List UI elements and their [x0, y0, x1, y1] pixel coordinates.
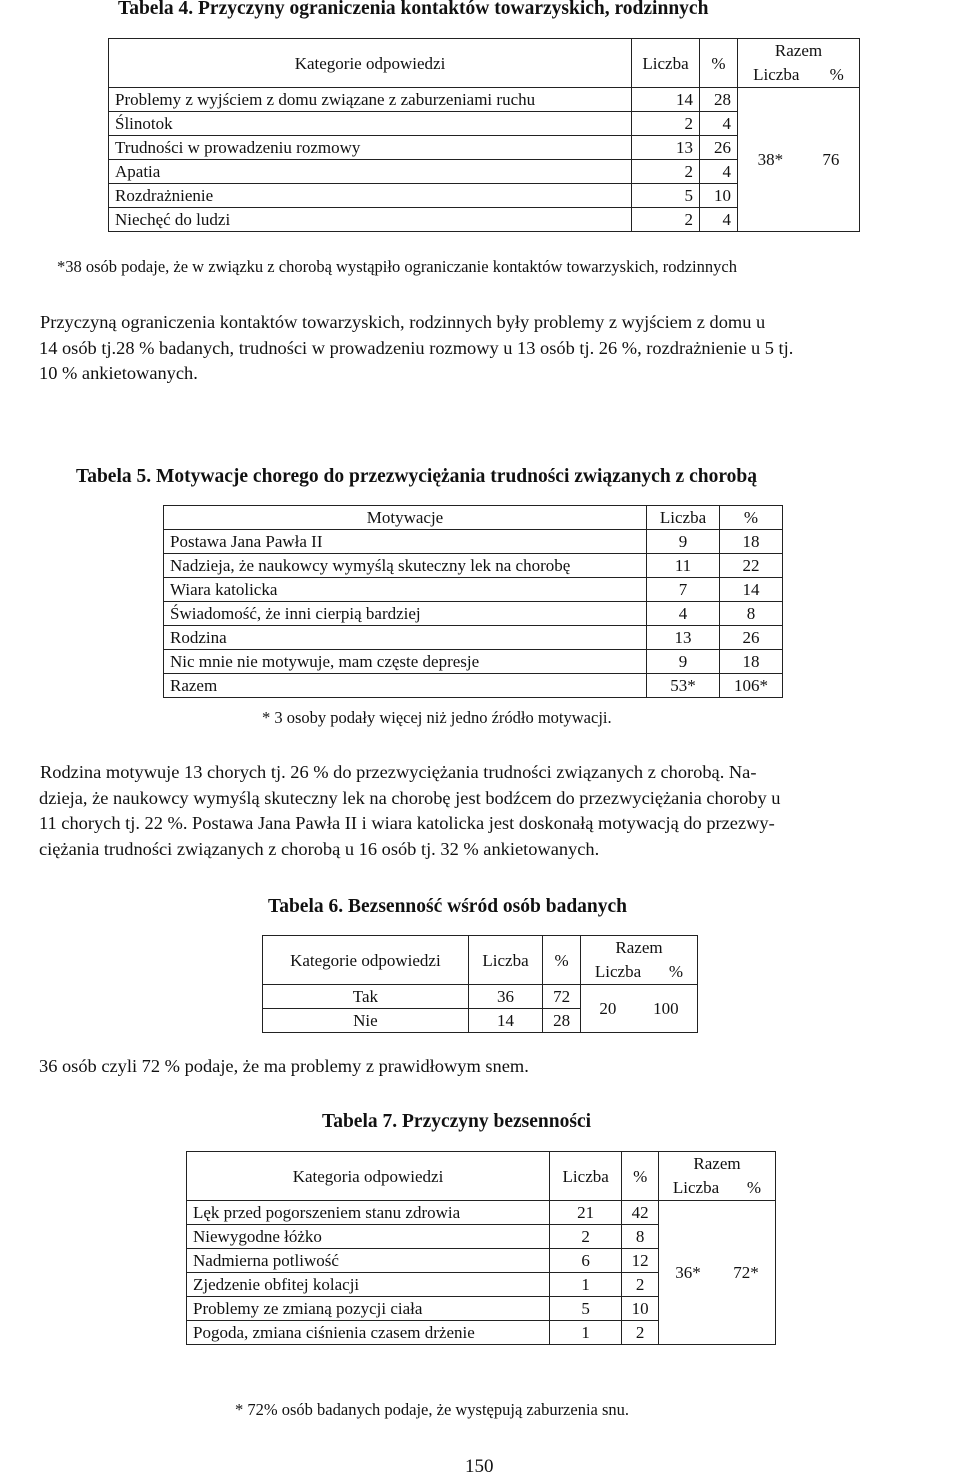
paragraph-1-line: Przyczyną ograniczenia kontaktów towarzyskich, rodzinnych były problemy z wyjściem z domu u [40, 312, 766, 332]
t7-row-pct: 2 [622, 1273, 659, 1297]
t7-row-pct: 10 [622, 1297, 659, 1321]
t6-header-count: Liczba [468, 936, 543, 985]
t4-row-count: 2 [632, 160, 700, 184]
t4-total-cell [738, 88, 860, 232]
t4-header-category: Kategorie odpowiedzi [109, 39, 632, 88]
t4-row-label: Ślinotok [109, 112, 632, 136]
paragraph-1-line: 10 % ankietowanych. [39, 363, 198, 383]
t5-row-label: Nadzieja, że naukowcy wymyślą skuteczny lek na chorobę [164, 554, 647, 578]
t4-header-total-pct: % [829, 65, 844, 84]
t4-row-pct: 4 [700, 208, 738, 232]
t4-row-count: 2 [632, 208, 700, 232]
t4-header-count: Liczba [632, 39, 700, 88]
t7-row-pct: 2 [622, 1321, 659, 1345]
table5 [163, 505, 783, 698]
t7-row-count: 1 [550, 1273, 622, 1297]
t7-row-label: Lęk przed pogorszeniem stanu zdrowia [187, 1201, 550, 1225]
t5-row-count: 4 [647, 602, 720, 626]
t5-total-pct: 106* [720, 674, 783, 698]
t5-row-pct: 26 [720, 626, 783, 650]
t7-row-pct: 42 [622, 1201, 659, 1225]
t5-row-count: 9 [647, 530, 720, 554]
t4-row-count: 5 [632, 184, 700, 208]
t7-row-count: 2 [550, 1225, 622, 1249]
t6-total-cell [581, 985, 698, 1033]
t7-row-count: 5 [550, 1297, 622, 1321]
t5-row-count: 7 [647, 578, 720, 602]
t7-header-total-pct: % [746, 1178, 762, 1197]
t5-row-label: Nic mnie nie motywuje, mam częste depresje [164, 650, 647, 674]
t7-header-count: Liczba [550, 1152, 622, 1201]
paragraph-2-line: ciężania trudności związanych z chorobą u 16 osób tj. 32 % ankietowanych. [39, 838, 600, 859]
t7-row-count: 6 [550, 1249, 622, 1273]
t5-header-pct: % [720, 506, 783, 530]
t6-row-label: Nie [263, 1009, 469, 1033]
t7-row-count: 21 [550, 1201, 622, 1225]
table7-footnote: * 72% osób badanych podaje, że występują zaburzenia snu. [235, 1400, 630, 1419]
t5-row-label: Postawa Jana Pawła II [164, 530, 647, 554]
paragraph-1 [39, 310, 793, 387]
t5-total-count: 53* [647, 674, 720, 698]
table6-summary: 36 osób czyli 72 % podaje, że ma problemy z prawidłowym snem. [39, 1056, 529, 1076]
page-number: 150 [465, 1456, 494, 1477]
t6-total-count: 20 [599, 999, 617, 1018]
t5-row-pct: 14 [720, 578, 783, 602]
t5-row-pct: 18 [720, 530, 783, 554]
paragraph-1-line: 14 osób tj.28 % badanych, trudności w prowadzeniu rozmowy u 13 osób tj. 26 %, rozdrażnienie u 5 tj. [39, 337, 794, 358]
t4-row-label: Niechęć do ludzi [109, 208, 632, 232]
t6-row-pct: 28 [543, 1009, 581, 1033]
t7-row-label: Zjedzenie obfitej kolacji [187, 1273, 550, 1297]
table5-footnote: * 3 osoby podały więcej niż jedno źródło motywacji. [262, 708, 612, 727]
t6-row-pct: 72 [543, 985, 581, 1009]
t5-row-count: 9 [647, 650, 720, 674]
t7-header-category: Kategoria odpowiedzi [187, 1152, 550, 1201]
paragraph-2 [39, 760, 780, 862]
table6 [262, 935, 698, 1033]
t7-total-cell [659, 1201, 776, 1345]
t5-header-motive: Motywacje [164, 506, 647, 530]
t6-row-label: Tak [263, 985, 469, 1009]
t6-header-total-count: Liczba [594, 962, 642, 981]
t4-total-pct: 76 [822, 150, 840, 169]
t5-total-label: Razem [164, 674, 647, 698]
table4-footnote: *38 osób podaje, że w związku z chorobą wystąpiło ograniczanie kontaktów towarzyskich, rodzinnych [57, 257, 737, 276]
table5-title: Tabela 5. Motywacje chorego do przezwyciężania trudności związanych z chorobą [76, 466, 757, 487]
t7-total-pct: 72* [733, 1263, 759, 1282]
t5-row-pct: 22 [720, 554, 783, 578]
t6-row-count: 14 [468, 1009, 543, 1033]
t7-row-label: Pogoda, zmiana ciśnienia czasem drżenie [187, 1321, 550, 1345]
t6-total-pct: 100 [653, 999, 679, 1018]
paragraph-2-line: dzieja, że naukowcy wymyślą skuteczny lek na chorobę jest bodźcem do przezwyciężania choroby u [39, 787, 781, 808]
t5-row-count: 11 [647, 554, 720, 578]
t4-row-pct: 10 [700, 184, 738, 208]
table4-title: Tabela 4. Przyczyny ograniczenia kontaktów towarzyskich, rodzinnych [118, 0, 709, 19]
t5-row-pct: 8 [720, 602, 783, 626]
table7 [186, 1151, 776, 1345]
t6-header-total-pct: % [668, 962, 684, 981]
t4-header-total [738, 39, 860, 88]
t4-row-pct: 4 [700, 160, 738, 184]
t4-row-label: Rozdrażnienie [109, 184, 632, 208]
t7-total-count: 36* [675, 1263, 701, 1282]
t5-row-label: Rodzina [164, 626, 647, 650]
t6-header-category: Kategorie odpowiedzi [263, 936, 469, 985]
t5-row-label: Wiara katolicka [164, 578, 647, 602]
t7-header-total [659, 1152, 776, 1201]
t6-header-pct: % [543, 936, 581, 985]
t4-row-pct: 28 [700, 88, 738, 112]
t7-header-total-label: Razem [693, 1154, 741, 1173]
t6-row-count: 36 [468, 985, 543, 1009]
t6-header-total-label: Razem [615, 938, 663, 957]
t7-row-pct: 8 [622, 1225, 659, 1249]
t4-row-count: 13 [632, 136, 700, 160]
t4-row-pct: 26 [700, 136, 738, 160]
t4-row-pct: 4 [700, 112, 738, 136]
t4-header-total-count: Liczba [753, 65, 800, 84]
t7-header-pct: % [622, 1152, 659, 1201]
t7-row-label: Nadmierna potliwość [187, 1249, 550, 1273]
t4-header-total-label: Razem [774, 41, 823, 60]
t5-row-pct: 18 [720, 650, 783, 674]
t4-header-pct: % [700, 39, 738, 88]
t7-header-total-count: Liczba [672, 1178, 720, 1197]
t4-row-label: Apatia [109, 160, 632, 184]
t4-row-label: Problemy z wyjściem z domu związane z zaburzeniami ruchu [109, 88, 632, 112]
table7-title: Tabela 7. Przyczyny bezsenności [322, 1111, 592, 1132]
table4 [108, 38, 860, 232]
t5-row-count: 13 [647, 626, 720, 650]
t7-row-count: 1 [550, 1321, 622, 1345]
table6-title: Tabela 6. Bezsenność wśród osób badanych [268, 896, 628, 917]
t4-row-count: 2 [632, 112, 700, 136]
t4-row-label: Trudności w prowadzeniu rozmowy [109, 136, 632, 160]
t5-row-label: Świadomość, że inni cierpią bardziej [164, 602, 647, 626]
paragraph-2-line: 11 chorych tj. 22 %. Postawa Jana Pawła II i wiara katolicka jest doskonałą motywacją do przezwy- [39, 813, 775, 833]
t7-row-label: Niewygodne łóżko [187, 1225, 550, 1249]
t4-row-count: 14 [632, 88, 700, 112]
t7-row-label: Problemy ze zmianą pozycji ciała [187, 1297, 550, 1321]
t6-header-total [581, 936, 698, 985]
t4-total-count: 38* [757, 150, 784, 169]
t5-header-count: Liczba [647, 506, 720, 530]
paragraph-2-line: Rodzina motywuje 13 chorych tj. 26 % do przezwyciężania trudności związanych z chorobą. Na- [40, 762, 757, 782]
t7-row-pct: 12 [622, 1249, 659, 1273]
